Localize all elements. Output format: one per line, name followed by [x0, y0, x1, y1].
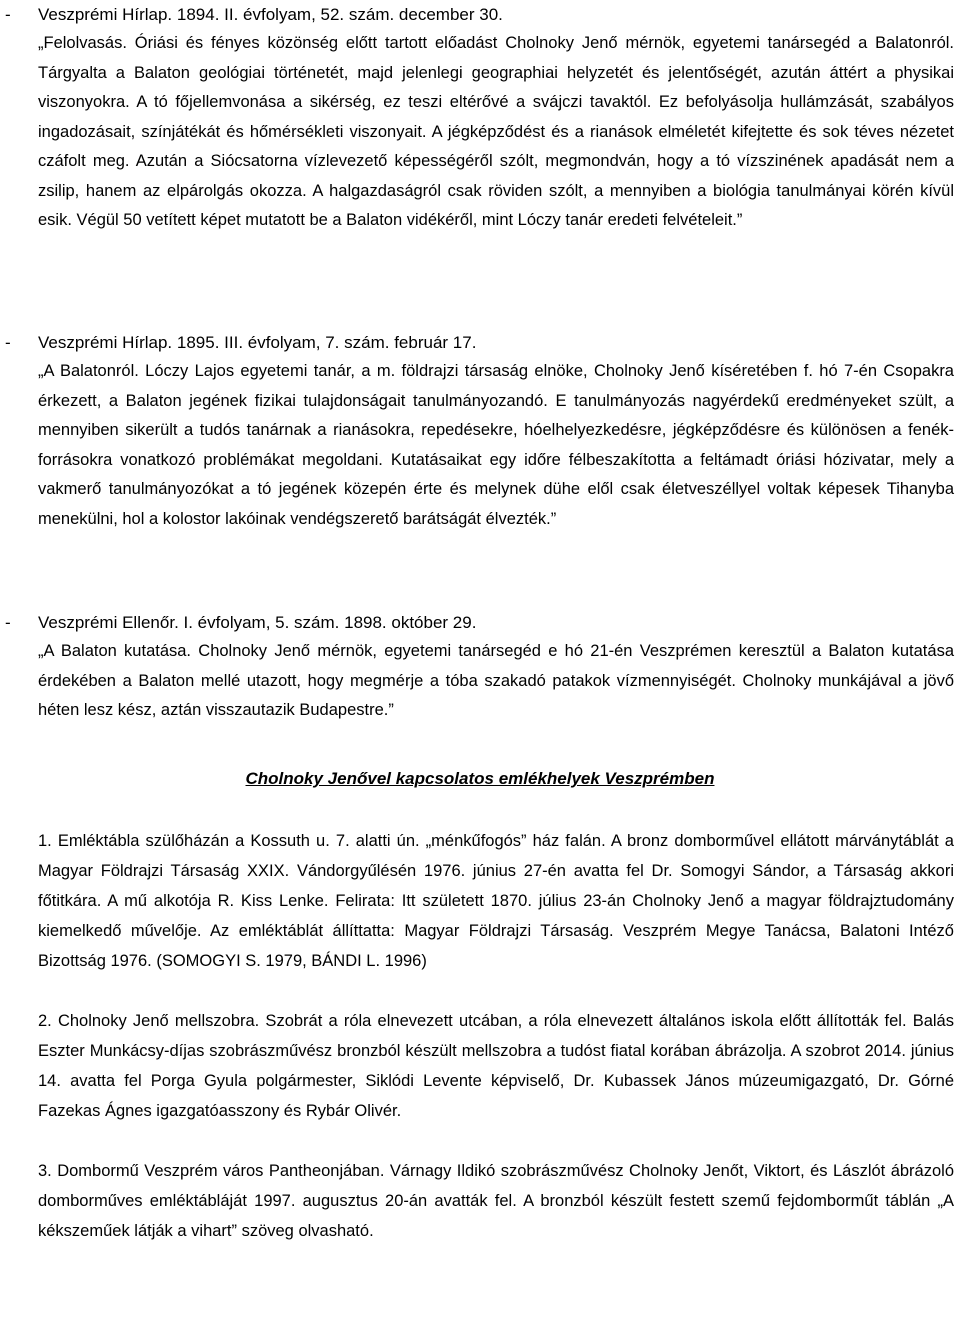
memorial-item-2: 2. Cholnoky Jenő mellszobra. Szobrát a róla elnevezett utcában, a róla elnevezett általános iskola előtt állították fel. Balás Eszter Munkácsy-díjas szobrászművész bronzból készült mellszobra a tudóst fiatal korában ábrázolja. A szobrot 2014. június 14. avatta fel Porga Gyula polgármester, Siklódi Levente képviselő, Dr. Kubassek János múzeumigazgató, Dr. Górné Fazekas Ágnes igazgatóasszony és Rybár Olivér.: [38, 1012, 954, 1120]
entry-quote: „Felolvasás. Óriási és fényes közönség előtt tartott előadást Cholnoky Jenő mérnök, egyetemi tanársegéd a Balatonról. Tárgyalta a Balaton geológiai történetét, majd jelenlegi geographiai helyzetét és jelentőségét, azután áttért a physikai viszonyokra. A tó főjellemvonása a sikérség, ez teszi eltérővé a svájczi tavaktól. Ez befolyásolja hullámzását, szabályos ingadozásait, színjátékát és hőmérsékleti viszonyait. A jégképződést és a rianások elméletét kifejtette és sok téves nézetet czáfolt meg. Azután a Siócsatorna vízlevezető képességéről szólt, megmondván, hogy a tó vízszinének apadását nem a zsilip, hanem az elpárolgás okozza. A halgazdaságról csak röviden szólt, a mennyiben a biológia tanulmányai körén kívül esik. Végül 50 vetített képet mutatott be a Balaton vidékéről, mint Lóczy tanár eredeti felvételeit.”: [38, 34, 954, 229]
section-heading-wrap: [0, 764, 960, 793]
entry-quote: „A Balaton kutatása. Cholnoky Jenő mérnök, egyetemi tanársegéd e hó 21-én Veszprémen keresztül a Balaton kutatása érdekében a Balaton mellé utazott, hogy megmérje a tóba szakadó patakok vízmennyiségét. Cholnoky munkájával a jövő héten lesz kész, aztán visszautazik Budapestre.”: [38, 642, 954, 719]
entry-quote: „A Balatonról. Lóczy Lajos egyetemi tanár, a m. földrajzi társaság elnöke, Cholnoky Jenő kíséretében f. hó 7-én Csopakra érkezett, a Balaton jegének fizikai tulajdonságait tanulmányozandó. E tanulmányozás nagyérdekű eredményeket szült, a mennyiben sikerült a tudós tanárnak a rianásokra, repedésekre, hóelhelyezkedésre, jégképződésre és különösen a fenék-forrásokra vonatkozó problémákat megoldani. Kutatásaikat egy időre félbeszakította a feltámadt óriási hózivatar, mely a vakmerő tanulmányozókat a tó jegének közepén érte és melynek dühe elől csak életveszéllyel voltak képesek Tihanyba menekülni, hol a kolostor lakóinak vendégszerető barátságát élvezték.”: [38, 362, 954, 528]
entry-citation: Veszprémi Hírlap. 1895. III. évfolyam, 7. szám. február 17.: [38, 333, 477, 352]
entry-dash: -: [5, 5, 11, 24]
memorial-item-3: 3. Dombormű Veszprém város Pantheonjában. Várnagy Ildikó szobrászművész Cholnoky Jenőt, Viktort, és Lászlót ábrázoló domborműves emléktábláját 1997. augusztus 20-án avatták fel. A bronzból készült festett szemű fejdomborműt táblán „A kékszeműek látják a vihart” szöveg olvasható.: [38, 1162, 954, 1240]
entry-dash: -: [5, 333, 11, 352]
entry-citation: Veszprémi Ellenőr. I. évfolyam, 5. szám. 1898. október 29.: [38, 613, 477, 632]
entry-citation: Veszprémi Hírlap. 1894. II. évfolyam, 52. szám. december 30.: [38, 5, 503, 24]
memorial-item-1: 1. Emléktábla szülőházán a Kossuth u. 7. alatti ún. „ménkűfogós” ház falán. A bronz domborművel ellátott márványtáblát a Magyar Földrajzi Társaság XXIX. Vándorgyűlésén 1976. június 27-én avatta fel Dr. Somogyi Sándor, a Társaság akkori főtitkára. A mű alkotója R. Kiss Lenke. Felirata: Itt született 1870. július 23-án Cholnoky Jenő a magyar földrajztudomány kiemelkedő művelője. Az emléktáblát állíttatta: Magyar Földrajzi Társaság. Veszprém Megye Tanácsa, Balatoni Intéző Bizottság 1976. (SOMOGYI S. 1979, BÁNDI L. 1996): [38, 832, 954, 970]
memorial-list: [0, 826, 960, 1246]
entry-dash: -: [5, 613, 11, 632]
newspaper-entry-1894: [0, 0, 960, 236]
newspaper-entry-1895: [0, 328, 960, 534]
newspaper-entry-1898: [0, 608, 960, 726]
section-title: Cholnoky Jenővel kapcsolatos emlékhelyek Veszprémben: [245, 769, 715, 788]
